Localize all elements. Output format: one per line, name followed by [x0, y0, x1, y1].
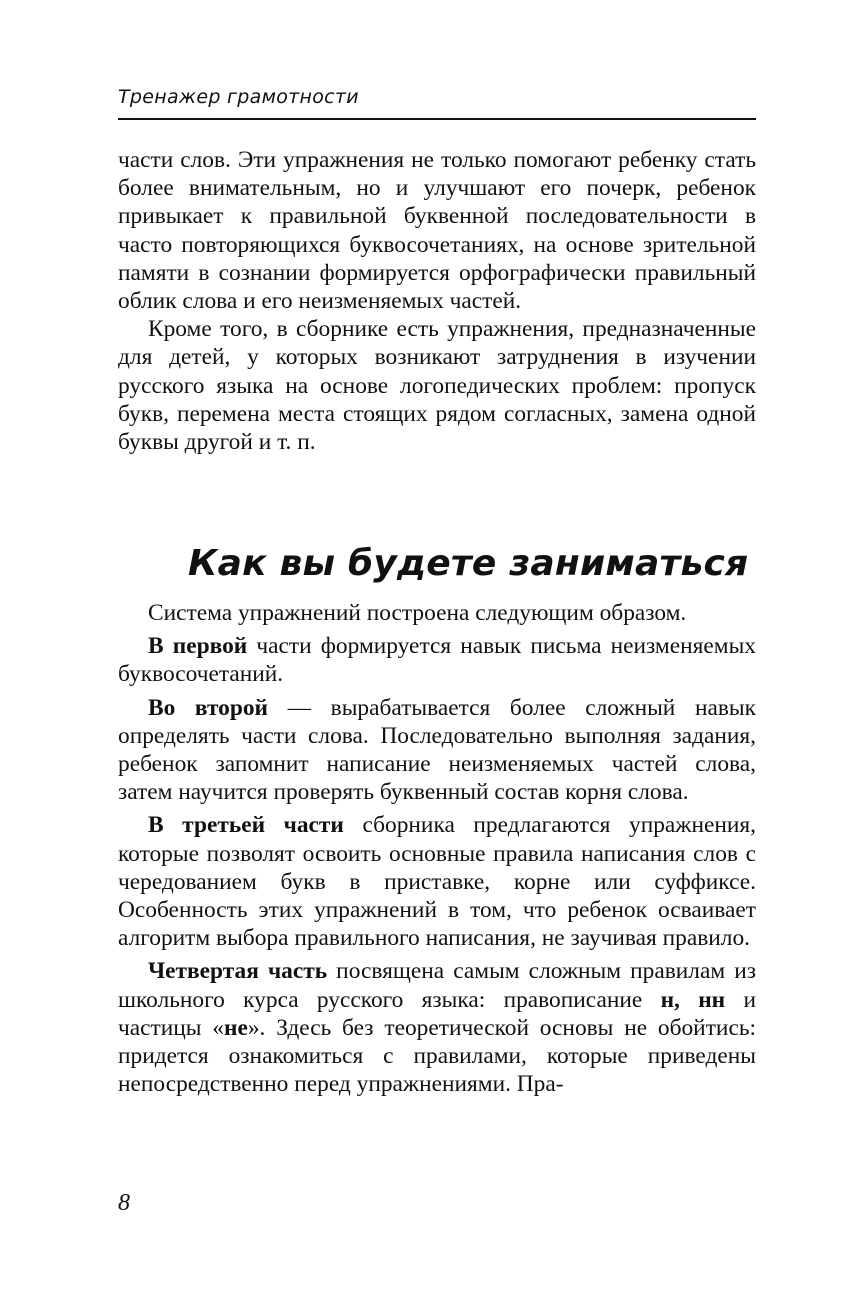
paragraph-text: и частицы « — [118, 986, 756, 1041]
bold-term-second: Во второй — [148, 694, 269, 721]
section-heading: Как вы будете заниматься — [188, 543, 749, 584]
intro-paragraph-1: части слов. Эти упражнения не только помогают ребенку стать более внимательным, но и улучшают его почерк, ребенок привыкает к правильной буквенной последовательности в часто повторяющихся буквосочетаниях, на основе зрительной памяти в сознании формируется орфографически правильный облик слова и его неизменяемых частей. — [118, 147, 756, 315]
bold-term-ne: не — [224, 1014, 248, 1041]
bold-term-n-nn: н, нн — [660, 986, 726, 1013]
paragraph-text: ». Здесь без теоретической основы не обойтись: придется ознакомиться с правилами, которые приведены непосредственно перед упражнениями. Пра- — [118, 1014, 756, 1098]
intro-text — [118, 146, 756, 456]
page-number: 8 — [118, 1190, 130, 1216]
paragraph-text: части формируется навык письма неизменяемых буквосочетаний. — [118, 633, 756, 688]
section-paragraph-3 — [118, 694, 756, 807]
bold-term-first: В первой — [148, 633, 248, 660]
section-paragraph-4 — [118, 811, 756, 952]
section-paragraph-1: Система упражнений построена следующим образом. — [148, 600, 687, 626]
section-text — [118, 599, 756, 1103]
section-paragraph-2 — [118, 632, 756, 688]
paragraph-text: — вырабатывается более сложный навык определять части слова. Последовательно выполняя задания, ребенок запомнит написание неизменяемых частей слова, затем научится проверять буквенный состав корня слова. — [118, 694, 756, 806]
paragraph-text: посвящена самым сложным правилам из школьного курса русского языка: правописание — [118, 958, 756, 1013]
section-paragraph-5 — [118, 957, 756, 1098]
intro-paragraph-2: Кроме того, в сборнике есть упражнения, предназначенные для детей, у которых возникают затруднения в изучении русского языка на основе логопедических проблем: пропуск букв, перемена места стоящих рядом согласных, замена одной буквы другой и т. п. — [118, 316, 756, 456]
header-rule — [118, 118, 756, 120]
paragraph-text: сборника предлагаются упражнения, которые позволят освоить основные правила написания слов с чередованием букв в приставке, корне или суффиксе. Особенность этих упражнений в том, что ребенок осваивает алгоритм выбора правильного написания, не заучивая правило. — [118, 812, 757, 952]
bold-term-fourth: Четвертая часть — [148, 958, 328, 985]
bold-term-third: В третьей части — [148, 812, 344, 839]
running-title: Тренажер грамотности — [118, 86, 359, 108]
